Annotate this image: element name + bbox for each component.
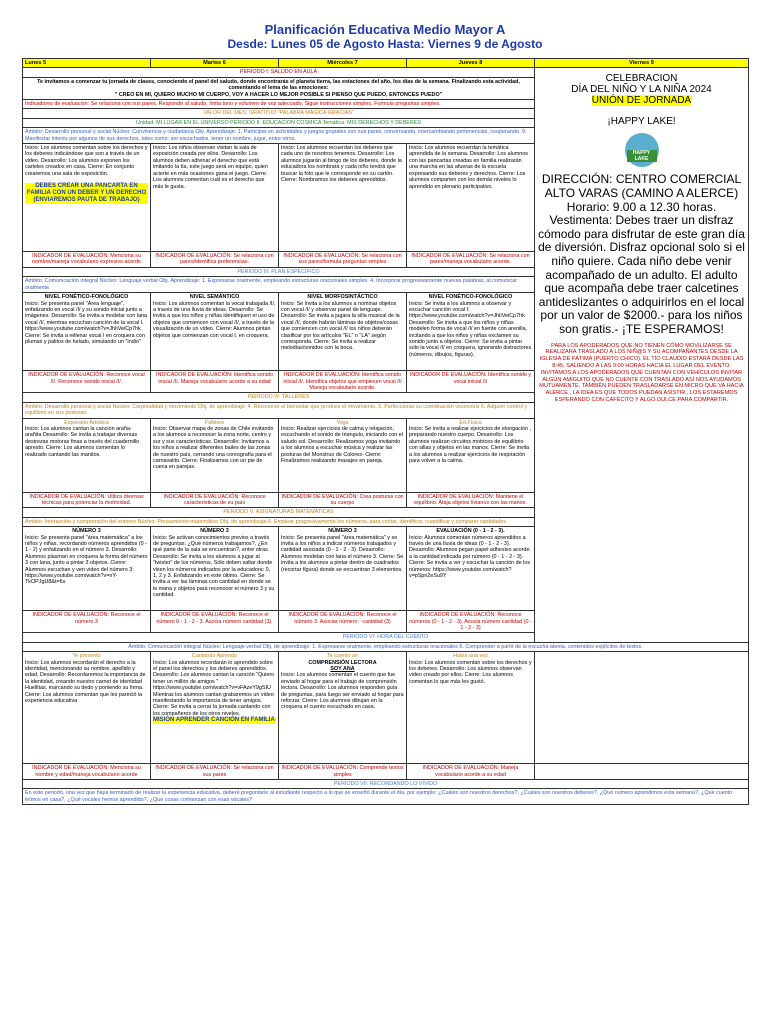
period-1-label: PERIODO I: SALUDO EN AULA bbox=[23, 68, 535, 77]
p2-wednesday-indicator: INDICADOR DE EVALUACIÓN: Se relaciona con sus pares/formula preguntas simples bbox=[279, 252, 407, 268]
p6-thursday-indicator: INDICADOR DE EVALUACIÓN: Maneja vocabulario acorde a su edad bbox=[407, 764, 535, 780]
p5-wednesday: NÚMERO 3 Inicio: Se presenta panel "área matemática" y se invita a los niños a indicar números trabajados y cantidad asociada (0 - 1 - 2 - 3). Desarrollo: Alumnos modelan con lana el número 3. Cierre: Se invita a los alumnos a pintar dentro de cuadrados (recortar figura) donde se encuentran 3 elementos. bbox=[279, 527, 407, 611]
p3-thursday: NIVEL FONÉTICO-FONOLÓGICO Inicio: Se invita a los alumnos a observar y escuchar canción vocal I: https://www.youtube.com/watch?v=JhIiVeiCp7hk Desarrollo: Se invita a que los niños y niñas modelen forma de vocal /I/ en fuente con arenilla, incitando a que los niños y niñas exclamen su sonido junto a objetos. Cierre: Se invita a pintar solo la vocal /I/ en croquera, ignorando distractores (números, dibujos, figuras). bbox=[407, 293, 535, 371]
p2-wednesday: Inicio: Los alumnos recuerdan los deberes que cada uno de nosotros tenemos. Desarrollo: Los alumnos jugarán al bingo de los deberes, donde la educadora los nombrará y cada niño tendrá que buscar la foto que le corresponde en su cartón. Cierre: Nombramos los deberes aprendidos. bbox=[279, 144, 407, 252]
period-7-text: En este periodo, una vez que haya terminado de realizar la experiencia educativa, deberé preguntarle al estudiante respecto a lo que se enseñó durante el día, por ejemplo: ¿Cuáles son nuestros derechos?, ¿Cuáles son nuestros deberes?, ¿Qué número aprendimos esta semana?, ¿Qué cuento leímos en casa?, ¿Qué vocales hemos aprendido?, ¿Qué cosas comienzan con esas vocales? bbox=[23, 789, 749, 805]
period-7-label: PERIODO VII: RECORDANDO LO VIVIDO bbox=[23, 780, 749, 789]
period-6-label: PERIODO VI: HORA DEL CUENTO bbox=[23, 633, 749, 642]
p6-wednesday-indicator: INDICADOR DE EVALUACIÓN: Comprende textos simples bbox=[279, 764, 407, 780]
p4-wednesday-indicator: INDICADOR DE EVALUACIÓN: Crea posturas con su cuerpo bbox=[279, 492, 407, 508]
p5-tuesday-indicator: INDICADOR DE EVALUACIÓN: Reconoce el número 0 - 1 - 2 - 3. Asocia número cantidad (3). bbox=[151, 611, 279, 633]
p4-thursday-indicator: INDICADOR DE EVALUACIÓN: Mantiene el equilibrio. Ataja objetos livianos con las manos. bbox=[407, 492, 535, 508]
p6-tuesday-indicator: INDICADOR DE EVALUACIÓN: Se relaciona con sus pares bbox=[151, 764, 279, 780]
p6-friday-indicator bbox=[535, 764, 749, 780]
document-title: Planificación Educativa Medio Mayor A bbox=[264, 22, 506, 37]
period-1-intro: Te invitamos a comenzar tu jornada de clases, conociendo el panel del saludo, donde encontrarás el planeta tierra, las estaciones del año, los días de la semana. Finalizando esta actividad, comentando el lema de las emociones: " CREO EN MI, QUIERO MUCHO MI CUERPO, VOY A HACER LO MEJOR POSIBLE SI PIENSO QUE PUEDO, ENTONCES PUEDO" bbox=[23, 77, 535, 99]
p5-monday-indicator: INDICADOR DE EVALUACIÓN: Reconoce el número 3 bbox=[23, 611, 151, 633]
p3-wednesday: NIVEL MORFOSINTÁCTICO Inicio: Se invita a los alumnos a nominar objetos con vocal /I/ y observar panel de lenguaje. Desarrollo: Se invita a jugara la silla musical de la vocal /I/, donde habrán láminas de objetos/cosas que comiencen con vocal /I/ los niños deberán clasificar por los artículos "EL" o "LA" según corresponda. Cierre: Se invita a realizar melodías/sonidos con la boca. bbox=[279, 293, 407, 371]
event-title: CELEBRACION bbox=[605, 73, 678, 85]
p2-tuesday: Inicio: Los niños observan visitan la sala de exposición creada por ellos. Desarrollo: Los alumnos deben adivinar el derecho que está imitando la tía, este juego será en equipo, quien acierte en más ocasiones gana el juego. Cierre: Los alumnos comentan cuál es el derecho que más le gusta. bbox=[151, 144, 279, 252]
event-union: UNIÓN DE JORNADA bbox=[591, 95, 692, 107]
p5-tuesday: NÚMERO 3 Inicio: Se activan conocimientos previos a través de preguntas: ¿Qué números trabajamos?, ¿En qué parte de la sala se encuentran?, entre otras. Desarrollo: Se invita a los alumnos a jugar al "twister" de los números. Sólo deben saltar donde visen los números indicados por la educadora: 0, 1, 2 y 3. Enfatizando en este último. Cierre: Se invita a ver las láminas con cantidad en donde se le mana y objetos para reconocer el número 3 y su cantidad. bbox=[151, 527, 279, 611]
days-header-row bbox=[23, 59, 749, 68]
month-value: VALOR DEL MES: GRATITUD "PALABRA MAGICA GRACIAS" bbox=[23, 109, 535, 118]
day-tuesday: Martes 6 bbox=[151, 59, 279, 68]
day-thursday: Jueves 8 bbox=[407, 59, 535, 68]
day-monday: Lunes 5 bbox=[23, 59, 151, 68]
period-2-label: Unidad: MI LUGAR EN EL UNIVERSO PERIODO II: EDUCACION COSMICA Temática: MIS DERECHOS Y DEBERES bbox=[23, 118, 535, 127]
period-2-axis: Ámbito: Desarrollo personal y social Núcleo: Convivencia y ciudadanía Obj. Aprendizaje: 1. Participar en actividades y juegos grupales con sus pares, conversando, intercambiando pertenencias, cooperando. 9. Manifestar interés por algunos de sus derechos, tales como: ser escuchados, tener un nombre, jugar, entre otros. bbox=[23, 128, 535, 144]
p6-wednesday: Te cuento un COMPRENSIÓN LECTORA SOY ANA Inicio: Los alumnos comentan el cuento que fue enviado al hogar para el trabajo de comprensión lectora. Desarrollo: Los alumnos responden guía de preguntas, para luego ser enviado al hogar para reforzar. Cierre: Los alumnos dibujan en la croquera el cuento escuchado en casa. bbox=[279, 652, 407, 764]
period-5-axis: Ámbito: Interacción y comprensión del entorno Núcleo: Pensamiento matemático Obj. de aprendizaje 6. Emplear progresivamente los números, para contar, identificar, cuantificar y comparar cantidades. bbox=[23, 517, 535, 526]
p2-monday: Inicio: Los alumnos comentan sobre los derechos y los deberes indicándose que son a través de un video. Desarrollo: Los alumnos exponen los carteles creados en casa. Cierre: En conjunto crearemos una sala de exposición. DEBES CREAR UNA PANCARTA EN FAMILIA CON UN DEBER Y UN DERECHO (ENVIAREMOS PAUTA DE TRABAJO) bbox=[23, 144, 151, 252]
friday-event-column bbox=[535, 68, 749, 642]
p6-monday-indicator: INDICADOR DE EVALUACIÓN: Menciona su nombre y edad/maneja vocabulario acorde bbox=[23, 764, 151, 780]
family-task: DEBES CREAR UNA PANCARTA EN FAMILIA CON UN DEBER Y UN DERECHO (ENVIAREMOS PAUTA DE TRABAJO) bbox=[26, 183, 147, 204]
period-5-label: PERIODO V: ASIGNATURAS MATEMATICAS bbox=[23, 508, 535, 517]
p2-tuesday-indicator: INDICADOR DE EVALUACIÓN: Se relaciona con pares/identifica preferencias. bbox=[151, 252, 279, 268]
event-subtitle: DÍA DEL NIÑO Y LA NIÑA 2024 bbox=[571, 84, 712, 96]
document-dates: Desde: Lunes 05 de Agosto Hasta: Viernes 9 de Agosto bbox=[227, 37, 543, 51]
transport-note: PARA LOS APODERADOS QUE NO TIENEN CÓMO MOVILIZARSE SE REALIZARÁ TRASLADO A LOS NIÑ@S Y SU ACOMPAÑANTES DESDE LA IGLESIA DE FÁTIMA (PUERTO CHICO). EL TÍO CLAUDIO ESTARÁ DESDE LAS 8:45, SALIENDO A LAS 9:00 HORAS HACIA EL LUGAR DEL EVENTO. INVITAMOS A LOS APODERADOS QUE CUENTAN CON VEHÍCULOS INVITAR ALGÚN AMIGUITO QUE NO CUENTE CON TRASLADO ASÍ NOS AYUDAMOS MUTUAMENTE, TAMBIÉN PUEDEN TRASLADARSE EN MICRO QUE VA HACIA ALERCE , LA IDEA ES QUE TODOS PUEDAN ASISTIR , LOS ESTAREMOS ESPERANDO CON CAFECITO Y ALGO DULCE PARA COMPARTIR. bbox=[539, 342, 744, 403]
p3-monday: NIVEL FONÉTICO-FONOLÓGICO Inicio: Se presenta panel "Área lenguaje", enfatizando en vocal /I/ y su sonido inicial junto a imágenes. Desarrollo: Se invita a modelar con lana vocal /I/, mientras escuchan canción de la vocal I. https://www.youtube.com/watch?v=JhIiVeiCp7hk Cierre: Se invita a rellenar vocal I en croquera con plumas y palitos de helado, simulando un "Indio" bbox=[23, 293, 151, 371]
p5-thursday-indicator: INDICADOR DE EVALUACIÓN: Reconoce números (0 - 1 - 2 - 3). Asocia número cantidad (0 - 1 - 2 - 3) bbox=[407, 611, 535, 633]
p4-tuesday: Folklore Inicio: Observar mapa de zonas de Chile invitando a los alumnos a reconocer la zona norte, centro y sur y sus características. Desarrollo: Invitamos a los niños a realizar diferentes bailes de las zonas de nuestro país, cerrando una coreografía para el carnavalito. Cierre: Finalizamos con un pie de cueca en parejas. bbox=[151, 418, 279, 492]
p3-monday-indicator: INDICADOR DE EVALUACIÓN: Reconoce vocal /I/. Reconoce sonido inicial /I/. bbox=[23, 371, 151, 393]
planning-table bbox=[22, 58, 749, 805]
period-3-axis: Ámbito: Comunicación integral Núcleo: Lenguaje verbal Obj. Aprendizaje: 1. Expresarse oralmente, empleando estructuras oracionales simples. 4. Incorporar progresivamente nuevas palabras, al comunicar oralmente. bbox=[23, 277, 535, 293]
p3-thursday-indicator: INDICADOR DE EVALUACIÓN: Identifica sonido y vocal inicial /I/ bbox=[407, 371, 535, 393]
p5-wednesday-indicator: INDICADOR DE EVALUACIÓN: Reconoce el número 3. Asociar número - cantidad (3) bbox=[279, 611, 407, 633]
day-wednesday: Miércoles 7 bbox=[279, 59, 407, 68]
p3-wednesday-indicator: INDICADOR DE EVALUACIÓN: Identifica sonido inicial /I/. Identifica objetos que empiecen vocal /I/ Maneja vocabulario acorde. bbox=[279, 371, 407, 393]
planning-document bbox=[22, 22, 748, 805]
p6-tuesday: Cantando Aprendo Inicio: Los alumnos recordarán lo aprendido sobre el panel los derechos y los deberes aprendidos. Desarrollo: Los alumnos cantan la canción "Quiero tener un millón de amigos " https://www.youtube.com/watch?v=vFAzeY9gSIU Mientras los alumnos cantan grabaremos un video manifestando la importancia de tener amigos. Cierre: Se invita a cerrar la jornada cantando con los compañeros de los otros niveles. MISIÓN APRENDER CANCIÓN EN FAMILIA bbox=[151, 652, 279, 764]
emotions-motto: " CREO EN MI, QUIERO MUCHO MI CUERPO, VOY A HACER LO MEJOR POSIBLE SI PIENSO QUE PUEDO, ENTONCES PUEDO" bbox=[114, 91, 443, 98]
p2-thursday: Inicio: Los alumnos recuerdan la temática aprendida de la semana. Desarrollo: Los alumnos con las pancartas creadas en familia realizarán una marcha en las afueras de la escuela expresando sus deberes y derechos. Cierre: Los alumnos comparten con los demás niveles lo aprendido en plenario participativo. bbox=[407, 144, 535, 252]
p4-monday: Expresión Artística Inicio: Los alumnos cantan la canción araña- arañita Desarrollo: Se invita a trabajar diversas destrezas motoras finas a través del cuadernillo apresto. Cierre: Los alumnos comentan lo realizado cantando las manitos. bbox=[23, 418, 151, 492]
p4-tuesday-indicator: INDICADOR DE EVALUACIÓN: Reconoce características de su país bbox=[151, 492, 279, 508]
logo-text: HAPPY LAKE bbox=[627, 150, 657, 162]
p2-monday-indicator: INDICADOR DE EVALUACIÓN: Menciona su nombre/maneja vocabulario expresivo acorde bbox=[23, 252, 151, 268]
period-3-label: PERIODO III: PLAN ESPECÍFICO bbox=[23, 267, 535, 276]
p4-wednesday: Yoga Inicio: Realizar ejercicios de calma y relajación, escuchando el sonido de triangulo, iniciando con el saludo sol. Desarrollo: Realizamos yoga invitando a los alumnos a escuchar música y realizar las posturas del Monstruo de Colores- Cierre: Finalizamos realizando masajes en pareja. bbox=[279, 418, 407, 492]
p4-monday-indicator: INDICADOR DE EVALUACIÓN: Utiliza diversas técnicas para potenciar la motricidad. bbox=[23, 492, 151, 508]
period-6-axis: Ámbito: Comunicación integral Núcleo: Lenguaje verbal Obj. de aprendizaje: 1. Expresarse oralmente, empleando estructuras oracionales 6. Comprender a partir de la escucha atenta, contenidos explícitos de textos. bbox=[23, 642, 749, 651]
period-4-axis: Ámbito: Desarrollo personal y social Núcleo: Corporalidad y movimiento Obj. de aprendizaje: 4. Reconocer el bienestar que produce el movimiento. 5. Perfeccionar su coordinación visomotriz 6. Adquirir control y equilibrio en sus posturas. bbox=[23, 402, 535, 418]
p6-thursday: Había una vez Inicio: Los alumnos comentan sobre los derechos y los deberes. Desarrollo: Los alumnos observan video creado por ellos. Cierre: Los alumnos comentan lo que más les gustó. bbox=[407, 652, 535, 764]
p5-thursday: EVALUACIÓN (0 - 1 - 2 - 3). Inicio: Alumnos comentan números aprendidos a través de una lluvia de ideas (0 - 1 - 2 - 3). Desarrollo: Alumnos pegan papel adhesivo acorde a la cantidad indicada por número (0 - 1 - 2 - 3). Cierre: Se invita a ver y escuchar la canción de los números: https://www.youtube.com/watch?v=pSpri2eSu9Y bbox=[407, 527, 535, 611]
day-friday: Viernes 9 bbox=[535, 59, 749, 68]
event-happy: ¡HAPPY LAKE! bbox=[607, 116, 676, 128]
p6-friday bbox=[535, 652, 749, 764]
p5-monday: NÚMERO 3 Inicio: Se presenta panel "área matemática" a los niños y niñas, recordando números aprendidos (0 - 1 - 2) y enfatizando en el número 3. Desarrollo: Alumnos plasman en croquera la forma del número 3 con lana, junto a pintar 3 objetos. Cierre: Alumnos escuchan y ven video del número 3: https://www.youtube.com/watch?v=nY-TkOPJgU8&t=6s bbox=[23, 527, 151, 611]
song-mission: MISIÓN APRENDER CANCIÓN EN FAMILIA bbox=[153, 717, 275, 724]
period-1-indicators: Indicadores de evaluación: Se relaciona con sus pares, Responde al saludo, Imita tono y volumen de voz adecuado, Sigue instrucciones simples, Formula preguntas simples. bbox=[23, 100, 535, 109]
happy-lake-logo bbox=[625, 133, 659, 167]
p6-monday: Te presento Inicio: Los alumnos recordarán el derecho a la identidad, mencionando su nombre, apellido y edad. Desarrollo: Recordaremos la importancia de la identidad, creando nuestro carnet de identidad Huellitas, marcando su dedo y poniendo su firma. Cierre: Los alumnos comentan que les pareció la experiencia educativa bbox=[23, 652, 151, 764]
p4-thursday: Ed.Física Inicio: Se invita a realizar ejercicios de elongación , preparando nuestro cuerpo. Desarrollo: Los alumnos realizan circuitos motrices de equilibrio con sillas y objetos en las manos. Cierre: Se invita a los alumnos a realizar ejercicios de respiración para volver a la calma. bbox=[407, 418, 535, 492]
p3-tuesday: NIVEL SEMÁNTICO Inicio: Los alumnos comentan la vocal trabajada /I/, a través de una lluvia de ideas. Desarrollo: Se invita a que los niños y niñas identifiquen el uso de objetos que comiencen con vocal /I/, a través de la visualización de un video. Cierre: Alumnos pintan objetos que comienzan con vocal I, en croquera. bbox=[151, 293, 279, 371]
p3-tuesday-indicator: INDICADOR DE EVALUACIÓN: Identifica sonido inicial /I/. Maneja vocabulario acorde a su edad bbox=[151, 371, 279, 393]
event-info: DIRECCIÓN: CENTRO COMERCIAL ALTO VARAS (CAMINO A ALERCE) Horario: 9.00 a 12.30 horas. Vestimenta: Debes traer un disfraz cómodo para disfrutar de este gran día de diversión. Disfraz opcional solo si el niño quiere. Cada niño debe venir acompañado de un adulto. El adulto que acompaña debe traer calcetines antideslizantes o adquirirlos en el local por un valor de $2000.- para los niños son gratis.- ¡TE ESPERAMOS! bbox=[538, 172, 745, 336]
p2-thursday-indicator: INDICADOR DE EVALUACIÓN: Se relaciona con pares/maneja vocabulario acorde. bbox=[407, 252, 535, 268]
period-4-label: PERIODO IV: TALLERES bbox=[23, 393, 535, 402]
